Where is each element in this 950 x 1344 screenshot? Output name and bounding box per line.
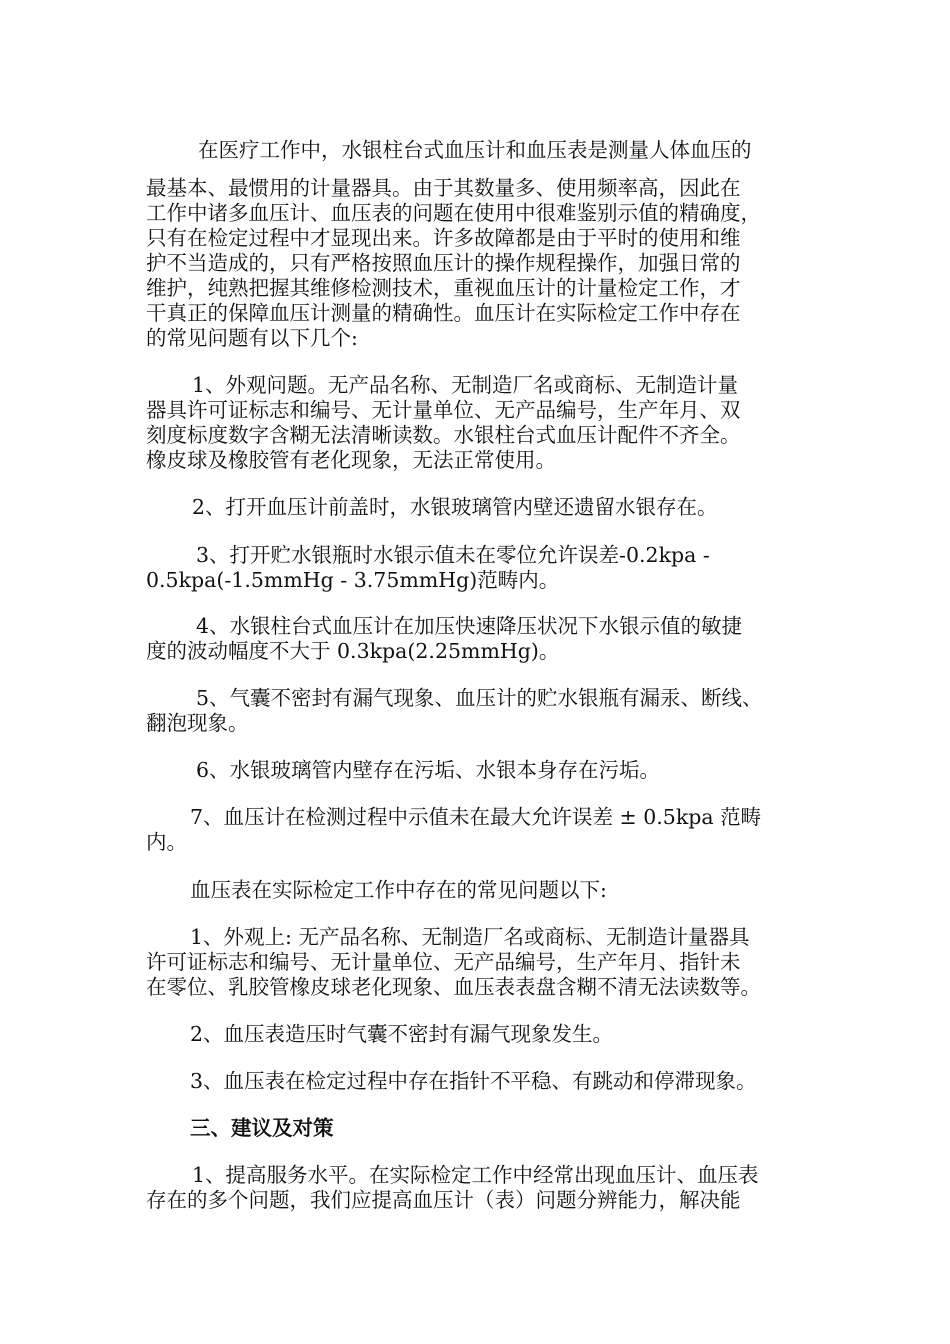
text-line: 6、水银玻璃管内壁存在污垢、水银本身存在污垢。 bbox=[196, 758, 661, 782]
text-line: 刻度标度数字含糊无法清晰读数。水银柱台式血压计配件不齐全。 bbox=[146, 423, 741, 447]
text-line: 2、打开血压计前盖时，水银玻璃管内壁还遗留水银存在。 bbox=[192, 495, 718, 519]
text-line: 1、提高服务水平。在实际检定工作中经常出现血压计、血压表 bbox=[192, 1163, 759, 1187]
text-line: 4、水银柱台式血压计在加压快速降压状况下水银示值的敏捷 bbox=[196, 614, 743, 638]
text-line: 1、外观上: 无产品名称、无制造厂名或商标、无制造计量器具 bbox=[190, 925, 750, 949]
text-line: 血压表在实际检定工作中存在的常见问题以下: bbox=[190, 878, 607, 902]
text-line: 最基本、最惯用的计量器具。由于其数量多、使用频率高，因此在 bbox=[146, 176, 741, 200]
text-line: 3、打开贮水银瓶时水银示值未在零位允许误差-0.2kpa - bbox=[196, 543, 710, 567]
text-line: 1、外观问题。无产品名称、无制造厂名或商标、无制造计量 bbox=[192, 373, 739, 397]
text-line: 5、气囊不密封有漏气现象、血压计的贮水银瓶有漏汞、断线、 bbox=[196, 686, 763, 710]
text-line: 翻泡现象。 bbox=[146, 711, 249, 735]
text-line: 2、血压表造压时气囊不密封有漏气现象发生。 bbox=[190, 1022, 614, 1046]
text-line: 内。 bbox=[146, 830, 187, 854]
text-line: 存在的多个问题，我们应提高血压计（表）问题分辨能力，解决能 bbox=[146, 1188, 741, 1212]
text-line: 0.5kpa(-1.5mmHg - 3.75mmHg)范畴内。 bbox=[146, 568, 560, 592]
section-heading: 三、建议及对策 bbox=[190, 1116, 334, 1140]
text-line: 器具许可证标志和编号、无计量单位、无产品编号，生产年月、双 bbox=[146, 398, 741, 422]
text-line: 度的波动幅度不大于 0.3kpa(2.25mmHg)。 bbox=[146, 639, 560, 663]
text-line: 在医疗工作中，水银柱台式血压计和血压表是测量人体血压的 bbox=[198, 138, 752, 162]
text-line: 橡皮球及橡胶管有老化现象，无法正常使用。 bbox=[146, 448, 556, 472]
text-line: 在零位、乳胶管橡皮球老化现象、血压表表盘含糊不清无法读数等。 bbox=[146, 975, 761, 999]
text-line: 许可证标志和编号、无计量单位、无产品编号，生产年月、指针未 bbox=[146, 950, 741, 974]
text-line: 3、血压表在检定过程中存在指针不平稳、有跳动和停滞现象。 bbox=[190, 1069, 757, 1093]
text-line: 只有在检定过程中才显现出来。许多故障都是由于平时的使用和维 bbox=[146, 226, 741, 250]
text-line: 工作中诸多血压计、血压表的问题在使用中很难鉴别示值的精确度， bbox=[146, 201, 761, 225]
text-line: 7、血压计在检测过程中示值未在最大允许误差 ± 0.5kpa 范畴 bbox=[190, 805, 762, 829]
text-line: 护不当造成的，只有严格按照血压计的操作规程操作，加强日常的 bbox=[146, 251, 741, 275]
text-line: 维护，纯熟把握其维修检测技术，重视血压计的计量检定工作，才 bbox=[146, 276, 741, 300]
text-line: 的常见问题有以下几个: bbox=[146, 326, 358, 350]
text-line: 干真正的保障血压计测量的精确性。血压计在实际检定工作中存在 bbox=[146, 301, 741, 325]
